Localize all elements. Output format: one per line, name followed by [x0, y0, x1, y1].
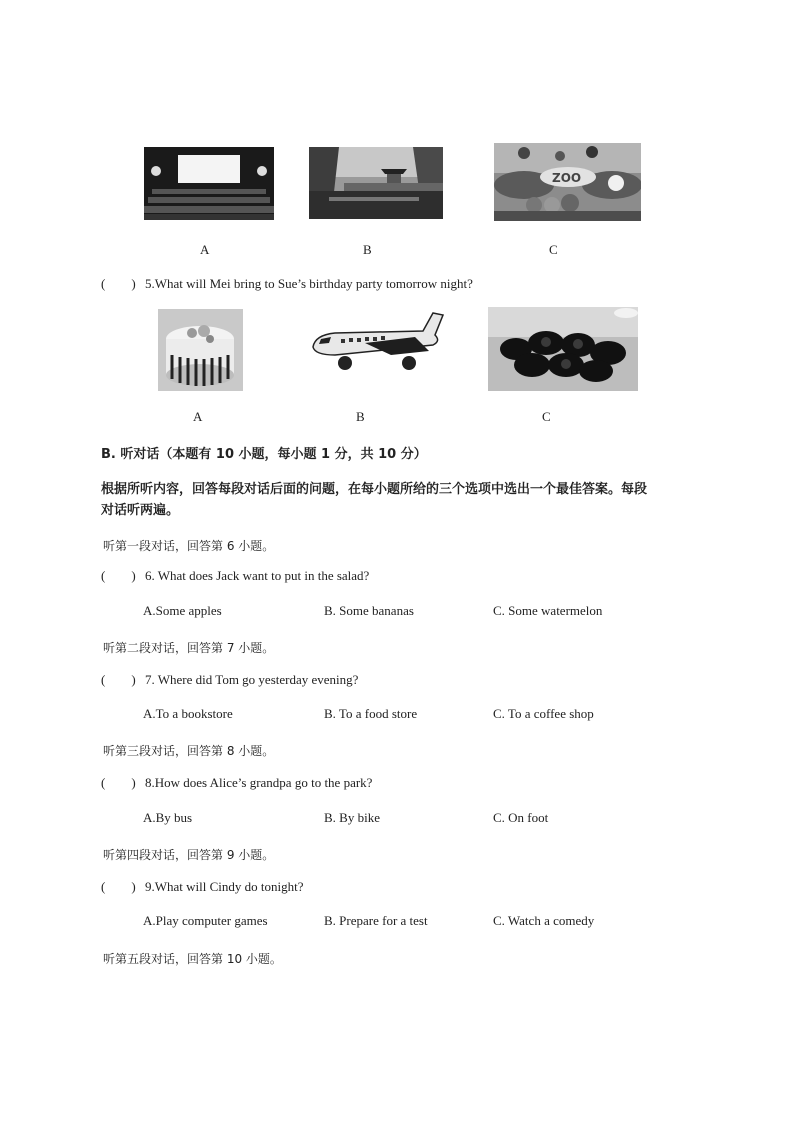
black-roses-picture — [488, 307, 638, 391]
q5-option-c-label: C — [542, 409, 551, 424]
q8-option-b[interactable]: B. By bike — [324, 810, 380, 825]
q8-option-a[interactable]: A.By bus — [143, 810, 193, 825]
q6-answer-blank[interactable]: ( ) — [101, 568, 136, 583]
q9-option-b[interactable]: B. Prepare for a test — [324, 913, 428, 928]
zoo-picture — [494, 143, 641, 221]
q8-question: 8.How does Alice’s grandpa go to the park? — [145, 775, 373, 790]
dialogue-intro: 听第一段对话，回答第 6 小题。 — [103, 539, 275, 553]
q9-option-c[interactable]: C. Watch a comedy — [493, 913, 595, 928]
q7-option-b[interactable]: B. To a food store — [324, 706, 418, 721]
q4-option-a-label: A — [200, 242, 210, 257]
dialogue-intro: 听第三段对话，回答第 8 小题。 — [103, 744, 275, 758]
q6-option-a[interactable]: A.Some apples — [143, 603, 222, 618]
q7-answer-blank[interactable]: ( ) — [101, 672, 136, 687]
section-b-title: B. 听对话（本题有 10 小题，每小题 1 分，共 10 分） — [101, 447, 427, 462]
q5-option-b-label: B — [356, 409, 365, 424]
q7-option-a[interactable]: A.To a bookstore — [143, 706, 233, 721]
open-paren: ( — [101, 276, 106, 291]
section-b-instruction-line1: 根据所听内容，回答每段对话后面的问题，在每小题所给的三个选项中选出一个最佳答案。每段 — [101, 482, 648, 497]
dialogue-intro: 听第二段对话，回答第 7 小题。 — [103, 641, 275, 655]
q6-option-c[interactable]: C. Some watermelon — [493, 603, 603, 618]
dialogue-intro: 听第四段对话，回答第 9 小题。 — [103, 848, 275, 862]
close-paren: ) — [131, 276, 136, 291]
q7-question: 7. Where did Tom go yesterday evening? — [145, 672, 359, 687]
q8-option-c[interactable]: C. On foot — [493, 810, 549, 825]
q5-answer-blank[interactable] — [101, 276, 136, 292]
q4-option-b-label: B — [363, 242, 372, 257]
q5-option-a-label: A — [193, 409, 203, 424]
q7-option-c[interactable]: C. To a coffee shop — [493, 706, 594, 721]
q5-question: 5.What will Mei bring to Sue’s birthday party tomorrow night? — [145, 276, 473, 291]
park-pavilion-picture — [309, 147, 443, 219]
q6-option-b[interactable]: B. Some bananas — [324, 603, 414, 618]
q6-question: 6. What does Jack want to put in the salad? — [145, 568, 370, 583]
birthday-cake-picture — [158, 309, 243, 391]
q9-option-a[interactable]: A.Play computer games — [143, 913, 268, 928]
section-b-instruction-line2: 对话听两遍。 — [101, 503, 180, 518]
dialogue-intro-last: 听第五段对话，回答第 10 小题。 — [103, 952, 282, 966]
q8-answer-blank[interactable]: ( ) — [101, 775, 136, 790]
q9-question: 9.What will Cindy do tonight? — [145, 879, 304, 894]
svg-text:ZOO: ZOO — [552, 171, 582, 185]
q9-answer-blank[interactable]: ( ) — [101, 879, 136, 894]
q4-option-c-label: C — [549, 242, 558, 257]
cinema-picture — [144, 147, 274, 220]
toy-airplane-picture — [305, 311, 445, 373]
